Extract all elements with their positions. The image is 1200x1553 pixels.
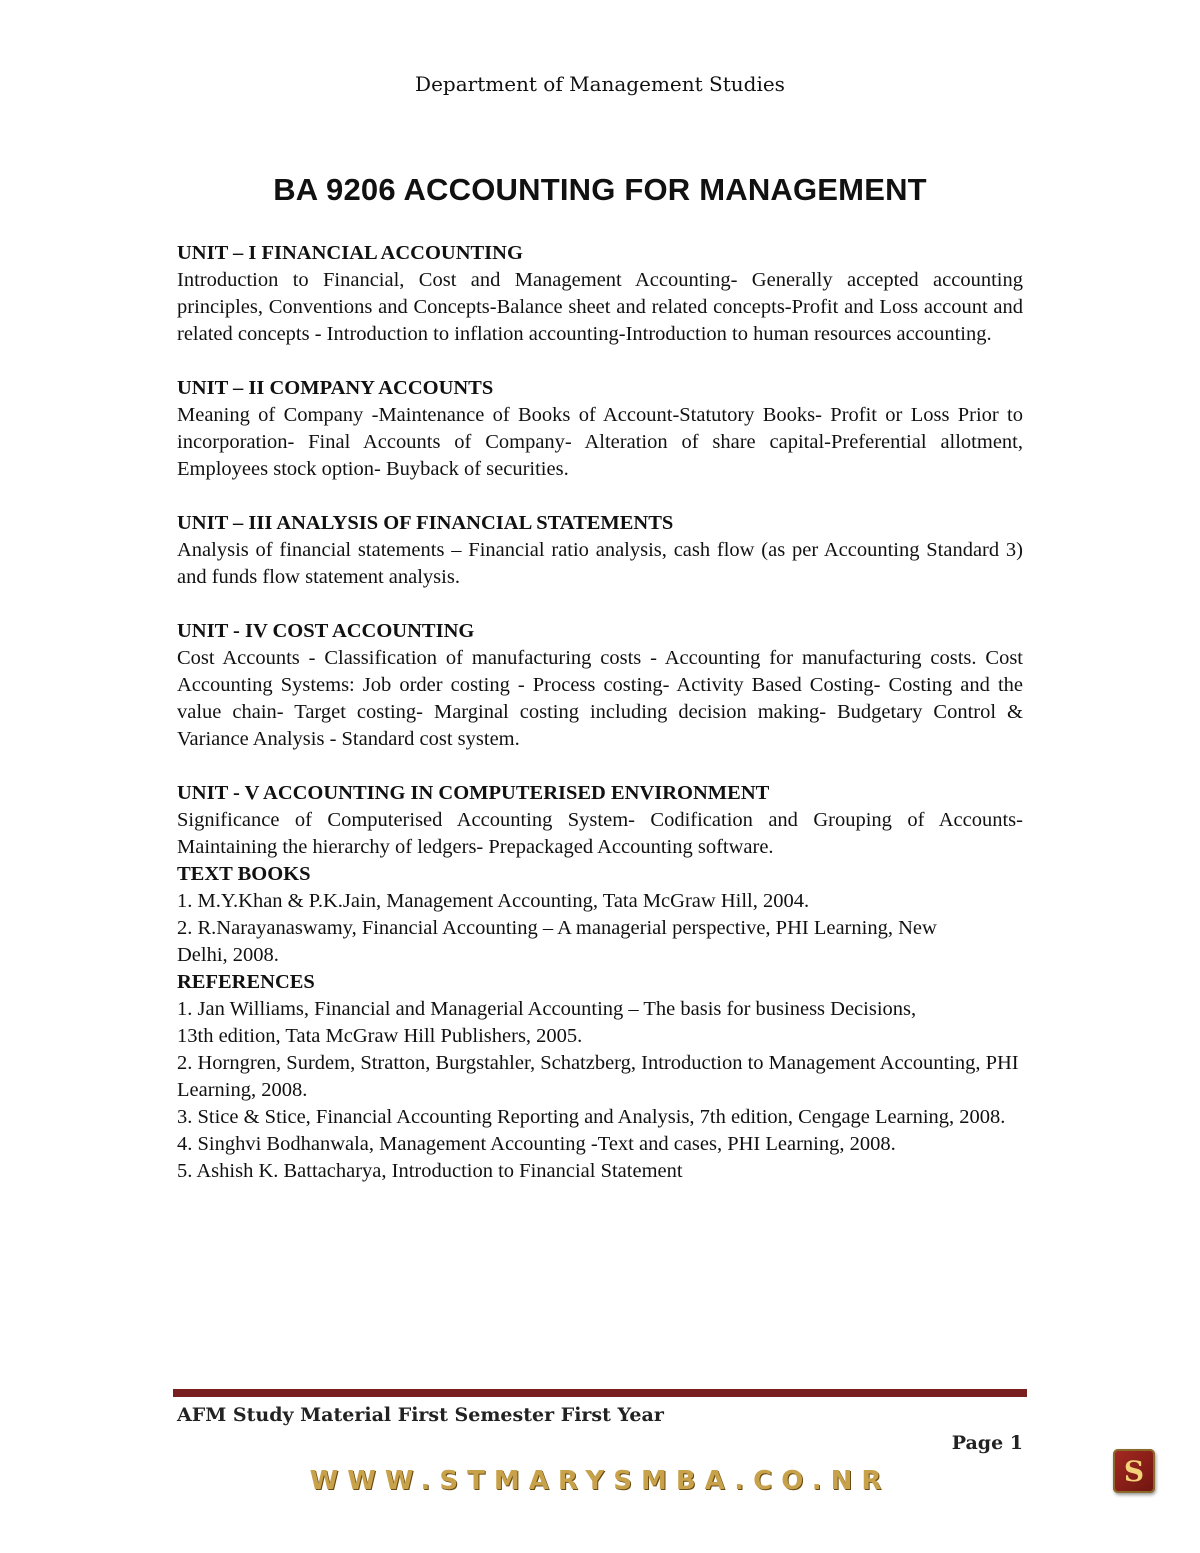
reference-item: 13th edition, Tata McGraw Hill Publishers, 2005. <box>177 1025 583 1047</box>
text-book-item: Delhi, 2008. <box>177 944 279 966</box>
unit-title: UNIT – II COMPANY ACCOUNTS <box>177 377 494 399</box>
reference-item: 2. Horngren, Surdem, Stratton, Burgstahler, Schatzberg, Introduction to Management Accounting, PHI Learning, 2008. <box>177 1052 1019 1101</box>
text-book-item: 2. R.Narayanaswamy, Financial Accounting – A managerial perspective, PHI Learning, New <box>177 917 937 939</box>
unit-2 <box>177 375 1023 483</box>
unit-body: Introduction to Financial, Cost and Management Accounting- Generally accepted accounting principles, Conventions and Concepts-Balance sheet and related concepts-Profit and Loss account and related concepts - Introduction to inflation accounting-Introduction to human resources accounting. <box>177 269 1023 345</box>
text-books-title: TEXT BOOKS <box>177 863 311 885</box>
references-title: REFERENCES <box>177 971 315 993</box>
unit-body: Meaning of Company -Maintenance of Books of Account-Statutory Books- Profit or Loss Prior to incorporation- Final Accounts of Company- Alteration of share capital-Preferential allotment, Employees stock option- Buyback of securities. <box>177 404 1023 480</box>
logo-icon: S <box>1113 1449 1155 1493</box>
document-title: BA 9206 ACCOUNTING FOR MANAGEMENT <box>273 172 927 207</box>
syllabus-content <box>177 240 1023 1185</box>
text-book-item: 1. M.Y.Khan & P.K.Jain, Management Accounting, Tata McGraw Hill, 2004. <box>177 890 810 912</box>
footer-text: AFM Study Material First Semester First Year <box>177 1404 664 1426</box>
unit-body: Cost Accounts - Classification of manufacturing costs - Accounting for manufacturing costs. Cost Accounting Systems: Job order costing - Process costing- Activity Based Costing- Costing and the value chain- Target costing- Marginal costing including decision making- Budgetary Control & Variance Analysis - Standard cost system. <box>177 647 1023 750</box>
reference-item: 4. Singhvi Bodhanwala, Management Accounting -Text and cases, PHI Learning, 2008. <box>177 1133 896 1155</box>
unit-4 <box>177 618 1023 753</box>
page-number: Page 1 <box>951 1432 1023 1454</box>
unit-1 <box>177 240 1023 348</box>
reference-item: 3. Stice & Stice, Financial Accounting Reporting and Analysis, 7th edition, Cengage Learning, 2008. <box>177 1106 1006 1128</box>
unit-title: UNIT – I FINANCIAL ACCOUNTING <box>177 242 523 264</box>
reference-item: 5. Ashish K. Battacharya, Introduction to Financial Statement <box>177 1160 683 1182</box>
references-section <box>177 969 1023 1185</box>
reference-item: 1. Jan Williams, Financial and Managerial Accounting – The basis for business Decisions, <box>177 998 917 1020</box>
unit-5 <box>177 780 1023 861</box>
unit-title: UNIT – III ANALYSIS OF FINANCIAL STATEMENTS <box>177 512 674 534</box>
page-header: Department of Management Studies <box>415 72 785 96</box>
unit-title: UNIT - IV COST ACCOUNTING <box>177 620 475 642</box>
website-url[interactable]: WWW.STMARYSMBA.CO.NR <box>309 1466 891 1496</box>
footer-divider <box>173 1389 1027 1397</box>
text-books-section <box>177 861 1023 969</box>
unit-body: Significance of Computerised Accounting System- Codification and Grouping of Accounts- Maintaining the hierarchy of ledgers- Prepackaged Accounting software. <box>177 809 1023 858</box>
unit-title: UNIT - V ACCOUNTING IN COMPUTERISED ENVIRONMENT <box>177 782 770 804</box>
unit-3 <box>177 510 1023 591</box>
unit-body: Analysis of financial statements – Financial ratio analysis, cash flow (as per Accounting Standard 3) and funds flow statement analysis. <box>177 539 1023 588</box>
